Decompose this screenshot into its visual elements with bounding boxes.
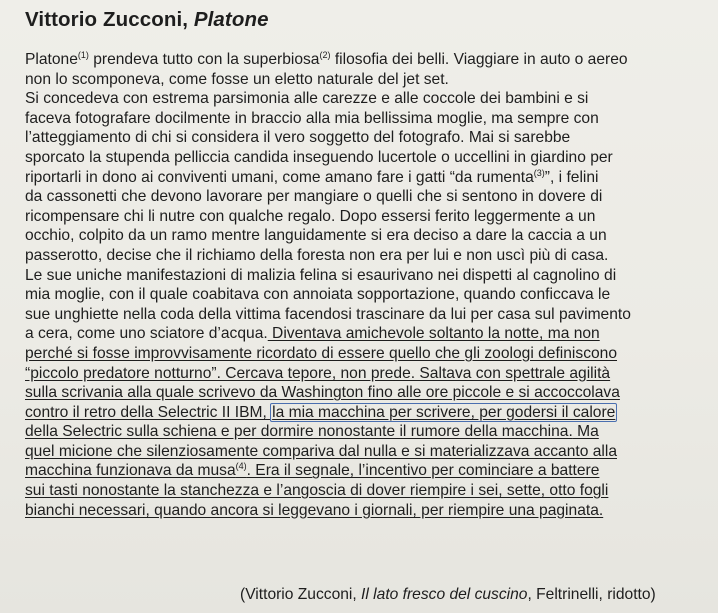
text-line-23: sui tasti nonostante la stanchezza e l’angoscia di dover riempire i sei, sette, otto fogli xyxy=(25,482,609,500)
text-line-9: ricompensare chi li nutre con qualche regalo. Dopo essersi ferito leggermente a un xyxy=(25,207,596,225)
text-line-8: da cassonetti che devono lavorare per mangiare o quelli che si sentono in dovere di xyxy=(25,188,603,206)
text-line-10: occhio, colpito da un ramo mentre languidamente si era deciso a dare la caccia a un xyxy=(25,227,607,245)
text-line-3: Si concedeva con estrema parsimonia alle carezze e alle coccole dei bambini e si xyxy=(25,90,589,108)
text-line-24: bianchi necessari, quando ancora si leggevano i giornali, per riempire una paginata. xyxy=(25,501,604,519)
text-line-16: perché si fosse improvvisamente ricordato di essere quello che gli zoologi definiscono xyxy=(25,344,618,362)
text-line-4: faceva fotografare docilmente in braccio alla mia bellissima moglie, ma sempre con xyxy=(25,109,599,127)
text-line-14: sue unghiette nella coda della vittima facendosi trascinare da lui per casa sul pavimento xyxy=(25,305,631,323)
title-author: Vittorio Zucconi, xyxy=(25,8,189,31)
title-work: Platone xyxy=(193,8,269,31)
text-line-2: non lo scomponeva, come fosse un eletto naturale del jet set. xyxy=(25,70,449,88)
text-line-1: Platone$^{(1)}$ prendeva tutto con la superbiosa$^{(2)}$ filosofia dei belli. Viaggiare in auto o aereo xyxy=(25,50,628,68)
text-line-13: mia moglie, con il quale coabitava con annoiata sopportazione, quando conficcava le xyxy=(25,286,611,304)
text-line-5: l’atteggiamento di chi si considera il vero soggetto del fotografo. Mai si sarebbe xyxy=(25,129,571,147)
text-line-18: sulla scrivania alla quale scrivevo da Washington fino alle ore piccole e si accoccolava xyxy=(25,384,620,402)
text-line-19: contro il retro della Selectric II IBM, la mia macchina per scrivere, per godersi il calore xyxy=(25,403,616,421)
passage-title xyxy=(25,8,269,32)
source-citation: (Vittorio Zucconi, Il lato fresco del cuscino, Feltrinelli, ridotto) xyxy=(240,586,656,603)
text-line-21: quel micione che silenziosamente compariva dal nulla e si materializzava accanto alla xyxy=(25,442,617,460)
underlined-text: Diventava amichevole soltanto la notte, ma non xyxy=(267,325,600,343)
book-title: Il lato fresco del cuscino xyxy=(361,586,528,603)
passage-text xyxy=(25,50,715,520)
text-line-20: della Selectric sulla schiena e per dormire nonostante il rumore della macchina. Ma xyxy=(25,423,599,441)
text-line-7: riportarli in dono ai conviventi umani, come amano fare i gatti “da rumenta$^{(3)}$”, i felini xyxy=(25,167,599,186)
text-line-22: macchina funzionava da musa$^{(4)}$. Era il segnale, l’incentivo per cominciare a battere xyxy=(25,461,600,480)
text-line-6: sporcato la stupenda pelliccia candida inseguendo lucertole o uccellini in giardino per xyxy=(25,148,613,166)
text-line-15: a cera, come uno sciatore d’acqua. Diventava amichevole soltanto la notte, ma non xyxy=(25,325,600,343)
text-line-12: Le sue uniche manifestazioni di malizia felina si esaurivano nei dispetti al cagnolino di xyxy=(25,266,617,284)
text-line-17: “piccolo predatore notturno”. Cercava tepore, non prede. Saltava con spettrale agilità xyxy=(25,364,611,382)
text-line-11: passerotto, decise che il richiamo della foresta non era per lui e non uscì più di casa. xyxy=(25,246,609,264)
boxed-text: la mia macchina per scrivere, per godersi il calore xyxy=(272,403,616,421)
